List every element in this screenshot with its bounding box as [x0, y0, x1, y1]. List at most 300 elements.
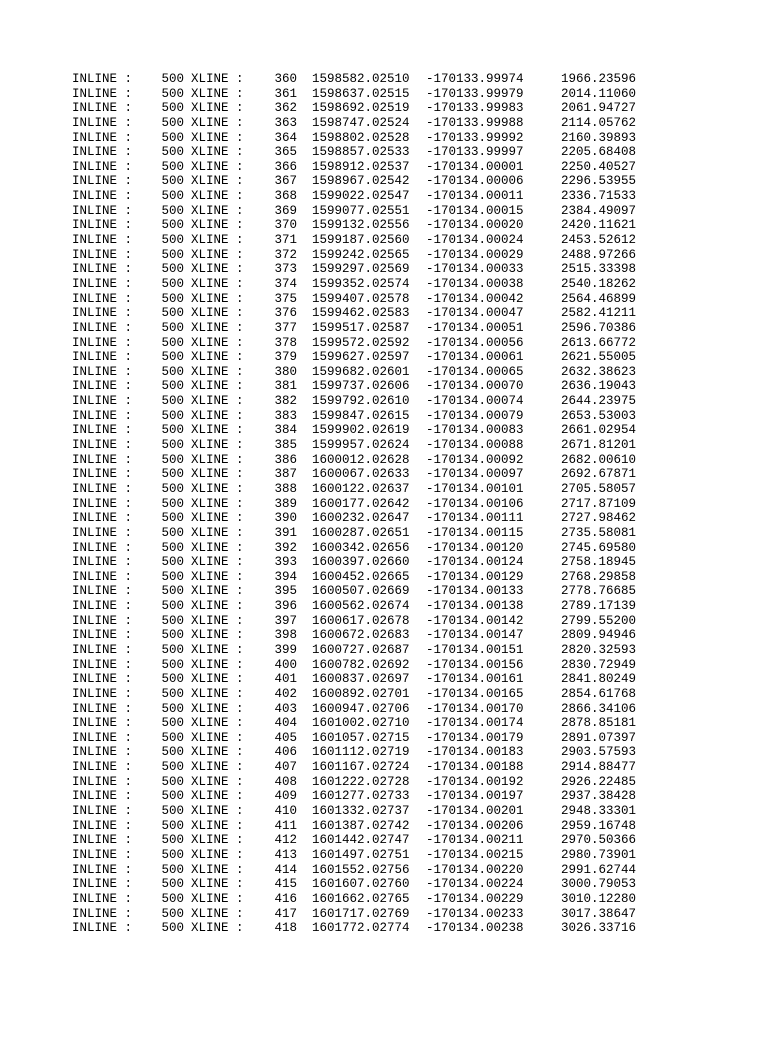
- z-value: 2717.87109: [560, 496, 636, 511]
- inline-label: INLINE :: [72, 350, 133, 365]
- z-value: 2937.38428: [560, 789, 636, 804]
- data-row: [0, 702, 768, 717]
- xline-value: 395: [274, 584, 297, 599]
- x-coordinate: 1599022.02547: [312, 189, 410, 204]
- inline-label: INLINE :: [72, 291, 133, 306]
- z-value: 2621.55005: [560, 350, 636, 365]
- inline-label: INLINE :: [72, 320, 133, 335]
- inline-label: INLINE :: [72, 496, 133, 511]
- inline-label: INLINE :: [72, 730, 133, 745]
- xline-value: 363: [274, 115, 297, 130]
- inline-label: INLINE :: [72, 584, 133, 599]
- data-row: [0, 72, 768, 87]
- xline-label: XLINE :: [191, 203, 244, 218]
- z-value: 2205.68408: [560, 145, 636, 160]
- x-coordinate: 1598857.02533: [312, 145, 410, 160]
- xline-label: XLINE :: [191, 350, 244, 365]
- inline-label: INLINE :: [72, 467, 133, 482]
- xline-value: 389: [274, 496, 297, 511]
- y-coordinate: -170133.99974: [426, 72, 524, 86]
- y-coordinate: -170134.00179: [426, 730, 524, 745]
- xline-label: XLINE :: [191, 452, 244, 467]
- inline-value: 500: [161, 584, 184, 599]
- xline-label: XLINE :: [191, 467, 244, 482]
- y-coordinate: -170134.00047: [426, 306, 524, 321]
- xline-label: XLINE :: [191, 394, 244, 409]
- inline-label: INLINE :: [72, 628, 133, 643]
- data-row: [0, 497, 768, 512]
- xline-value: 405: [274, 730, 297, 745]
- inline-value: 500: [161, 774, 184, 789]
- x-coordinate: 1599077.02551: [312, 203, 410, 218]
- inline-value: 500: [161, 218, 184, 233]
- xline-label: XLINE :: [191, 584, 244, 599]
- y-coordinate: -170134.00065: [426, 364, 524, 379]
- z-value: 2866.34106: [560, 701, 636, 716]
- z-value: 2854.61768: [560, 686, 636, 701]
- y-coordinate: -170133.99988: [426, 115, 524, 130]
- xline-value: 361: [274, 86, 297, 101]
- xline-value: 366: [274, 159, 297, 174]
- inline-label: INLINE :: [72, 247, 133, 262]
- y-coordinate: -170133.99979: [426, 86, 524, 101]
- x-coordinate: 1601277.02733: [312, 789, 410, 804]
- x-coordinate: 1599847.02615: [312, 408, 410, 423]
- inline-value: 500: [161, 379, 184, 394]
- y-coordinate: -170134.00079: [426, 408, 524, 423]
- xline-label: XLINE :: [191, 438, 244, 453]
- data-row: [0, 101, 768, 116]
- data-row: [0, 614, 768, 629]
- xline-label: XLINE :: [191, 115, 244, 130]
- data-row: [0, 921, 768, 936]
- x-coordinate: 1598747.02524: [312, 115, 410, 130]
- xline-value: 412: [274, 833, 297, 848]
- z-value: 2768.29858: [560, 569, 636, 584]
- data-row: [0, 467, 768, 482]
- inline-label: INLINE :: [72, 364, 133, 379]
- xline-label: XLINE :: [191, 789, 244, 804]
- inline-label: INLINE :: [72, 672, 133, 687]
- z-value: 3000.79053: [560, 877, 636, 892]
- inline-value: 500: [161, 525, 184, 540]
- xline-value: 418: [274, 921, 297, 936]
- y-coordinate: -170134.00156: [426, 657, 524, 672]
- inline-value: 500: [161, 496, 184, 511]
- inline-value: 500: [161, 233, 184, 248]
- inline-value: 500: [161, 130, 184, 145]
- y-coordinate: -170134.00006: [426, 174, 524, 189]
- y-coordinate: -170134.00115: [426, 525, 524, 540]
- inline-label: INLINE :: [72, 159, 133, 174]
- inline-value: 500: [161, 159, 184, 174]
- x-coordinate: 1599792.02610: [312, 394, 410, 409]
- y-coordinate: -170134.00106: [426, 496, 524, 511]
- y-coordinate: -170134.00120: [426, 540, 524, 555]
- x-coordinate: 1600067.02633: [312, 467, 410, 482]
- z-value: 2682.00610: [560, 452, 636, 467]
- xline-label: XLINE :: [191, 320, 244, 335]
- z-value: 2596.70386: [560, 320, 636, 335]
- x-coordinate: 1600397.02660: [312, 555, 410, 570]
- y-coordinate: -170134.00224: [426, 877, 524, 892]
- inline-value: 500: [161, 174, 184, 189]
- y-coordinate: -170134.00088: [426, 438, 524, 453]
- inline-label: INLINE :: [72, 262, 133, 277]
- xline-label: XLINE :: [191, 642, 244, 657]
- data-row: [0, 423, 768, 438]
- inline-label: INLINE :: [72, 379, 133, 394]
- x-coordinate: 1601222.02728: [312, 774, 410, 789]
- y-coordinate: -170134.00142: [426, 613, 524, 628]
- inline-value: 500: [161, 247, 184, 262]
- z-value: 2160.39893: [560, 130, 636, 145]
- inline-value: 500: [161, 569, 184, 584]
- xline-value: 362: [274, 101, 297, 116]
- xline-label: XLINE :: [191, 481, 244, 496]
- xline-value: 386: [274, 452, 297, 467]
- xline-label: XLINE :: [191, 72, 244, 86]
- xline-value: 413: [274, 847, 297, 862]
- inline-label: INLINE :: [72, 906, 133, 921]
- data-row: [0, 570, 768, 585]
- inline-label: INLINE :: [72, 569, 133, 584]
- inline-label: INLINE :: [72, 657, 133, 672]
- inline-value: 500: [161, 877, 184, 892]
- xline-value: 371: [274, 233, 297, 248]
- inline-value: 500: [161, 86, 184, 101]
- z-value: 2841.80249: [560, 672, 636, 687]
- xline-value: 404: [274, 716, 297, 731]
- z-value: 2991.62744: [560, 862, 636, 877]
- xline-value: 392: [274, 540, 297, 555]
- z-value: 2758.18945: [560, 555, 636, 570]
- inline-value: 500: [161, 394, 184, 409]
- xline-value: 408: [274, 774, 297, 789]
- xline-value: 402: [274, 686, 297, 701]
- z-value: 2948.33301: [560, 804, 636, 819]
- inline-label: INLINE :: [72, 233, 133, 248]
- xline-label: XLINE :: [191, 291, 244, 306]
- y-coordinate: -170134.00133: [426, 584, 524, 599]
- inline-label: INLINE :: [72, 452, 133, 467]
- inline-label: INLINE :: [72, 716, 133, 731]
- xline-value: 381: [274, 379, 297, 394]
- inline-label: INLINE :: [72, 174, 133, 189]
- z-value: 2980.73901: [560, 847, 636, 862]
- inline-label: INLINE :: [72, 599, 133, 614]
- data-row: [0, 877, 768, 892]
- inline-value: 500: [161, 262, 184, 277]
- data-row: [0, 438, 768, 453]
- xline-label: XLINE :: [191, 511, 244, 526]
- xline-value: 377: [274, 320, 297, 335]
- x-coordinate: 1601772.02774: [312, 921, 410, 936]
- z-value: 2420.11621: [560, 218, 636, 233]
- xline-label: XLINE :: [191, 218, 244, 233]
- x-coordinate: 1598967.02542: [312, 174, 410, 189]
- inline-value: 500: [161, 760, 184, 775]
- inline-label: INLINE :: [72, 818, 133, 833]
- x-coordinate: 1601442.02747: [312, 833, 410, 848]
- y-coordinate: -170134.00197: [426, 789, 524, 804]
- z-value: 2613.66772: [560, 335, 636, 350]
- y-coordinate: -170134.00201: [426, 804, 524, 819]
- inline-value: 500: [161, 628, 184, 643]
- x-coordinate: 1600452.02665: [312, 569, 410, 584]
- xline-value: 375: [274, 291, 297, 306]
- xline-label: XLINE :: [191, 716, 244, 731]
- xline-value: 391: [274, 525, 297, 540]
- inline-label: INLINE :: [72, 877, 133, 892]
- y-coordinate: -170134.00011: [426, 189, 524, 204]
- inline-value: 500: [161, 789, 184, 804]
- inline-value: 500: [161, 320, 184, 335]
- xline-value: 417: [274, 906, 297, 921]
- xline-value: 384: [274, 423, 297, 438]
- inline-label: INLINE :: [72, 891, 133, 906]
- y-coordinate: -170134.00061: [426, 350, 524, 365]
- y-coordinate: -170134.00151: [426, 642, 524, 657]
- x-coordinate: 1600287.02651: [312, 525, 410, 540]
- data-row: [0, 643, 768, 658]
- inline-label: INLINE :: [72, 613, 133, 628]
- y-coordinate: -170134.00056: [426, 335, 524, 350]
- y-coordinate: -170134.00111: [426, 511, 524, 526]
- xline-label: XLINE :: [191, 159, 244, 174]
- data-row: [0, 131, 768, 146]
- z-value: 1966.23596: [560, 72, 636, 86]
- xline-label: XLINE :: [191, 174, 244, 189]
- inline-value: 500: [161, 276, 184, 291]
- x-coordinate: 1600947.02706: [312, 701, 410, 716]
- y-coordinate: -170134.00188: [426, 760, 524, 775]
- inline-value: 500: [161, 599, 184, 614]
- x-coordinate: 1599572.02592: [312, 335, 410, 350]
- xline-label: XLINE :: [191, 804, 244, 819]
- xline-label: XLINE :: [191, 877, 244, 892]
- inline-value: 500: [161, 672, 184, 687]
- x-coordinate: 1600342.02656: [312, 540, 410, 555]
- y-coordinate: -170134.00024: [426, 233, 524, 248]
- xline-label: XLINE :: [191, 760, 244, 775]
- inline-value: 500: [161, 452, 184, 467]
- z-value: 2515.33398: [560, 262, 636, 277]
- xline-label: XLINE :: [191, 496, 244, 511]
- xline-value: 394: [274, 569, 297, 584]
- x-coordinate: 1600672.02683: [312, 628, 410, 643]
- y-coordinate: -170133.99983: [426, 101, 524, 116]
- z-value: 2789.17139: [560, 599, 636, 614]
- xline-value: 403: [274, 701, 297, 716]
- x-coordinate: 1599352.02574: [312, 276, 410, 291]
- y-coordinate: -170134.00138: [426, 599, 524, 614]
- data-row: [0, 833, 768, 848]
- xline-value: 383: [274, 408, 297, 423]
- y-coordinate: -170134.00070: [426, 379, 524, 394]
- inline-label: INLINE :: [72, 276, 133, 291]
- inline-label: INLINE :: [72, 847, 133, 862]
- y-coordinate: -170133.99992: [426, 130, 524, 145]
- inline-value: 500: [161, 438, 184, 453]
- z-value: 2745.69580: [560, 540, 636, 555]
- x-coordinate: 1600232.02647: [312, 511, 410, 526]
- inline-label: INLINE :: [72, 760, 133, 775]
- inline-value: 500: [161, 350, 184, 365]
- inline-value: 500: [161, 818, 184, 833]
- y-coordinate: -170134.00220: [426, 862, 524, 877]
- data-row: [0, 687, 768, 702]
- inline-label: INLINE :: [72, 394, 133, 409]
- data-row: [0, 262, 768, 277]
- inline-label: INLINE :: [72, 540, 133, 555]
- z-value: 2384.49097: [560, 203, 636, 218]
- inline-value: 500: [161, 467, 184, 482]
- inline-label: INLINE :: [72, 745, 133, 760]
- xline-label: XLINE :: [191, 335, 244, 350]
- xline-value: 407: [274, 760, 297, 775]
- z-value: 3026.33716: [560, 921, 636, 936]
- data-row: [0, 204, 768, 219]
- xline-label: XLINE :: [191, 276, 244, 291]
- data-row: [0, 907, 768, 922]
- x-coordinate: 1598802.02528: [312, 130, 410, 145]
- xline-label: XLINE :: [191, 847, 244, 862]
- inline-label: INLINE :: [72, 130, 133, 145]
- inline-value: 500: [161, 481, 184, 496]
- z-value: 2114.05762: [560, 115, 636, 130]
- xline-label: XLINE :: [191, 525, 244, 540]
- inline-label: INLINE :: [72, 481, 133, 496]
- y-coordinate: -170134.00015: [426, 203, 524, 218]
- x-coordinate: 1599737.02606: [312, 379, 410, 394]
- xline-value: 376: [274, 306, 297, 321]
- inline-label: INLINE :: [72, 686, 133, 701]
- x-coordinate: 1601607.02760: [312, 877, 410, 892]
- inline-value: 500: [161, 804, 184, 819]
- z-value: 2692.67871: [560, 467, 636, 482]
- xline-label: XLINE :: [191, 833, 244, 848]
- inline-label: INLINE :: [72, 306, 133, 321]
- y-coordinate: -170134.00029: [426, 247, 524, 262]
- y-coordinate: -170134.00238: [426, 921, 524, 936]
- inline-value: 500: [161, 716, 184, 731]
- xline-value: 369: [274, 203, 297, 218]
- x-coordinate: 1599902.02619: [312, 423, 410, 438]
- xline-label: XLINE :: [191, 730, 244, 745]
- x-coordinate: 1600012.02628: [312, 452, 410, 467]
- xline-label: XLINE :: [191, 774, 244, 789]
- y-coordinate: -170134.00183: [426, 745, 524, 760]
- data-row: [0, 336, 768, 351]
- x-coordinate: 1600837.02697: [312, 672, 410, 687]
- data-row: [0, 628, 768, 643]
- data-row: [0, 379, 768, 394]
- z-value: 2926.22485: [560, 774, 636, 789]
- xline-label: XLINE :: [191, 891, 244, 906]
- xline-value: 387: [274, 467, 297, 482]
- data-row: [0, 511, 768, 526]
- data-row: [0, 306, 768, 321]
- data-row: [0, 233, 768, 248]
- xline-value: 373: [274, 262, 297, 277]
- xline-label: XLINE :: [191, 189, 244, 204]
- xline-label: XLINE :: [191, 906, 244, 921]
- inline-value: 500: [161, 335, 184, 350]
- inline-label: INLINE :: [72, 511, 133, 526]
- inline-label: INLINE :: [72, 438, 133, 453]
- data-row: [0, 848, 768, 863]
- x-coordinate: 1598637.02515: [312, 86, 410, 101]
- x-coordinate: 1600782.02692: [312, 657, 410, 672]
- inline-value: 500: [161, 72, 184, 86]
- xline-value: 398: [274, 628, 297, 643]
- inline-value: 500: [161, 101, 184, 116]
- inline-label: INLINE :: [72, 86, 133, 101]
- inline-value: 500: [161, 306, 184, 321]
- y-coordinate: -170134.00038: [426, 276, 524, 291]
- inline-value: 500: [161, 891, 184, 906]
- z-value: 2735.58081: [560, 525, 636, 540]
- xline-label: XLINE :: [191, 745, 244, 760]
- data-row: [0, 819, 768, 834]
- xline-label: XLINE :: [191, 921, 244, 936]
- x-coordinate: 1601662.02765: [312, 891, 410, 906]
- z-value: 2661.02954: [560, 423, 636, 438]
- xline-value: 396: [274, 599, 297, 614]
- data-row: [0, 775, 768, 790]
- xline-value: 406: [274, 745, 297, 760]
- z-value: 2903.57593: [560, 745, 636, 760]
- x-coordinate: 1599462.02583: [312, 306, 410, 321]
- x-coordinate: 1599407.02578: [312, 291, 410, 306]
- data-row: [0, 658, 768, 673]
- inline-value: 500: [161, 657, 184, 672]
- x-coordinate: 1601332.02737: [312, 804, 410, 819]
- inline-value: 500: [161, 906, 184, 921]
- xline-value: 382: [274, 394, 297, 409]
- x-coordinate: 1600892.02701: [312, 686, 410, 701]
- y-coordinate: -170134.00161: [426, 672, 524, 687]
- inline-label: INLINE :: [72, 642, 133, 657]
- xline-value: 370: [274, 218, 297, 233]
- xline-label: XLINE :: [191, 818, 244, 833]
- z-value: 2453.52612: [560, 233, 636, 248]
- data-row: [0, 321, 768, 336]
- x-coordinate: 1598692.02519: [312, 101, 410, 116]
- xline-label: XLINE :: [191, 555, 244, 570]
- inline-value: 500: [161, 862, 184, 877]
- y-coordinate: -170134.00020: [426, 218, 524, 233]
- data-row: [0, 541, 768, 556]
- xline-label: XLINE :: [191, 86, 244, 101]
- z-value: 2014.11060: [560, 86, 636, 101]
- x-coordinate: 1598582.02510: [312, 72, 410, 86]
- inline-label: INLINE :: [72, 921, 133, 936]
- data-row: [0, 804, 768, 819]
- xline-value: 411: [274, 818, 297, 833]
- z-value: 2540.18262: [560, 276, 636, 291]
- xline-value: 380: [274, 364, 297, 379]
- inline-label: INLINE :: [72, 701, 133, 716]
- data-row: [0, 365, 768, 380]
- y-coordinate: -170134.00192: [426, 774, 524, 789]
- z-value: 2959.16748: [560, 818, 636, 833]
- inline-value: 500: [161, 203, 184, 218]
- x-coordinate: 1600562.02674: [312, 599, 410, 614]
- data-row: [0, 789, 768, 804]
- x-coordinate: 1599682.02601: [312, 364, 410, 379]
